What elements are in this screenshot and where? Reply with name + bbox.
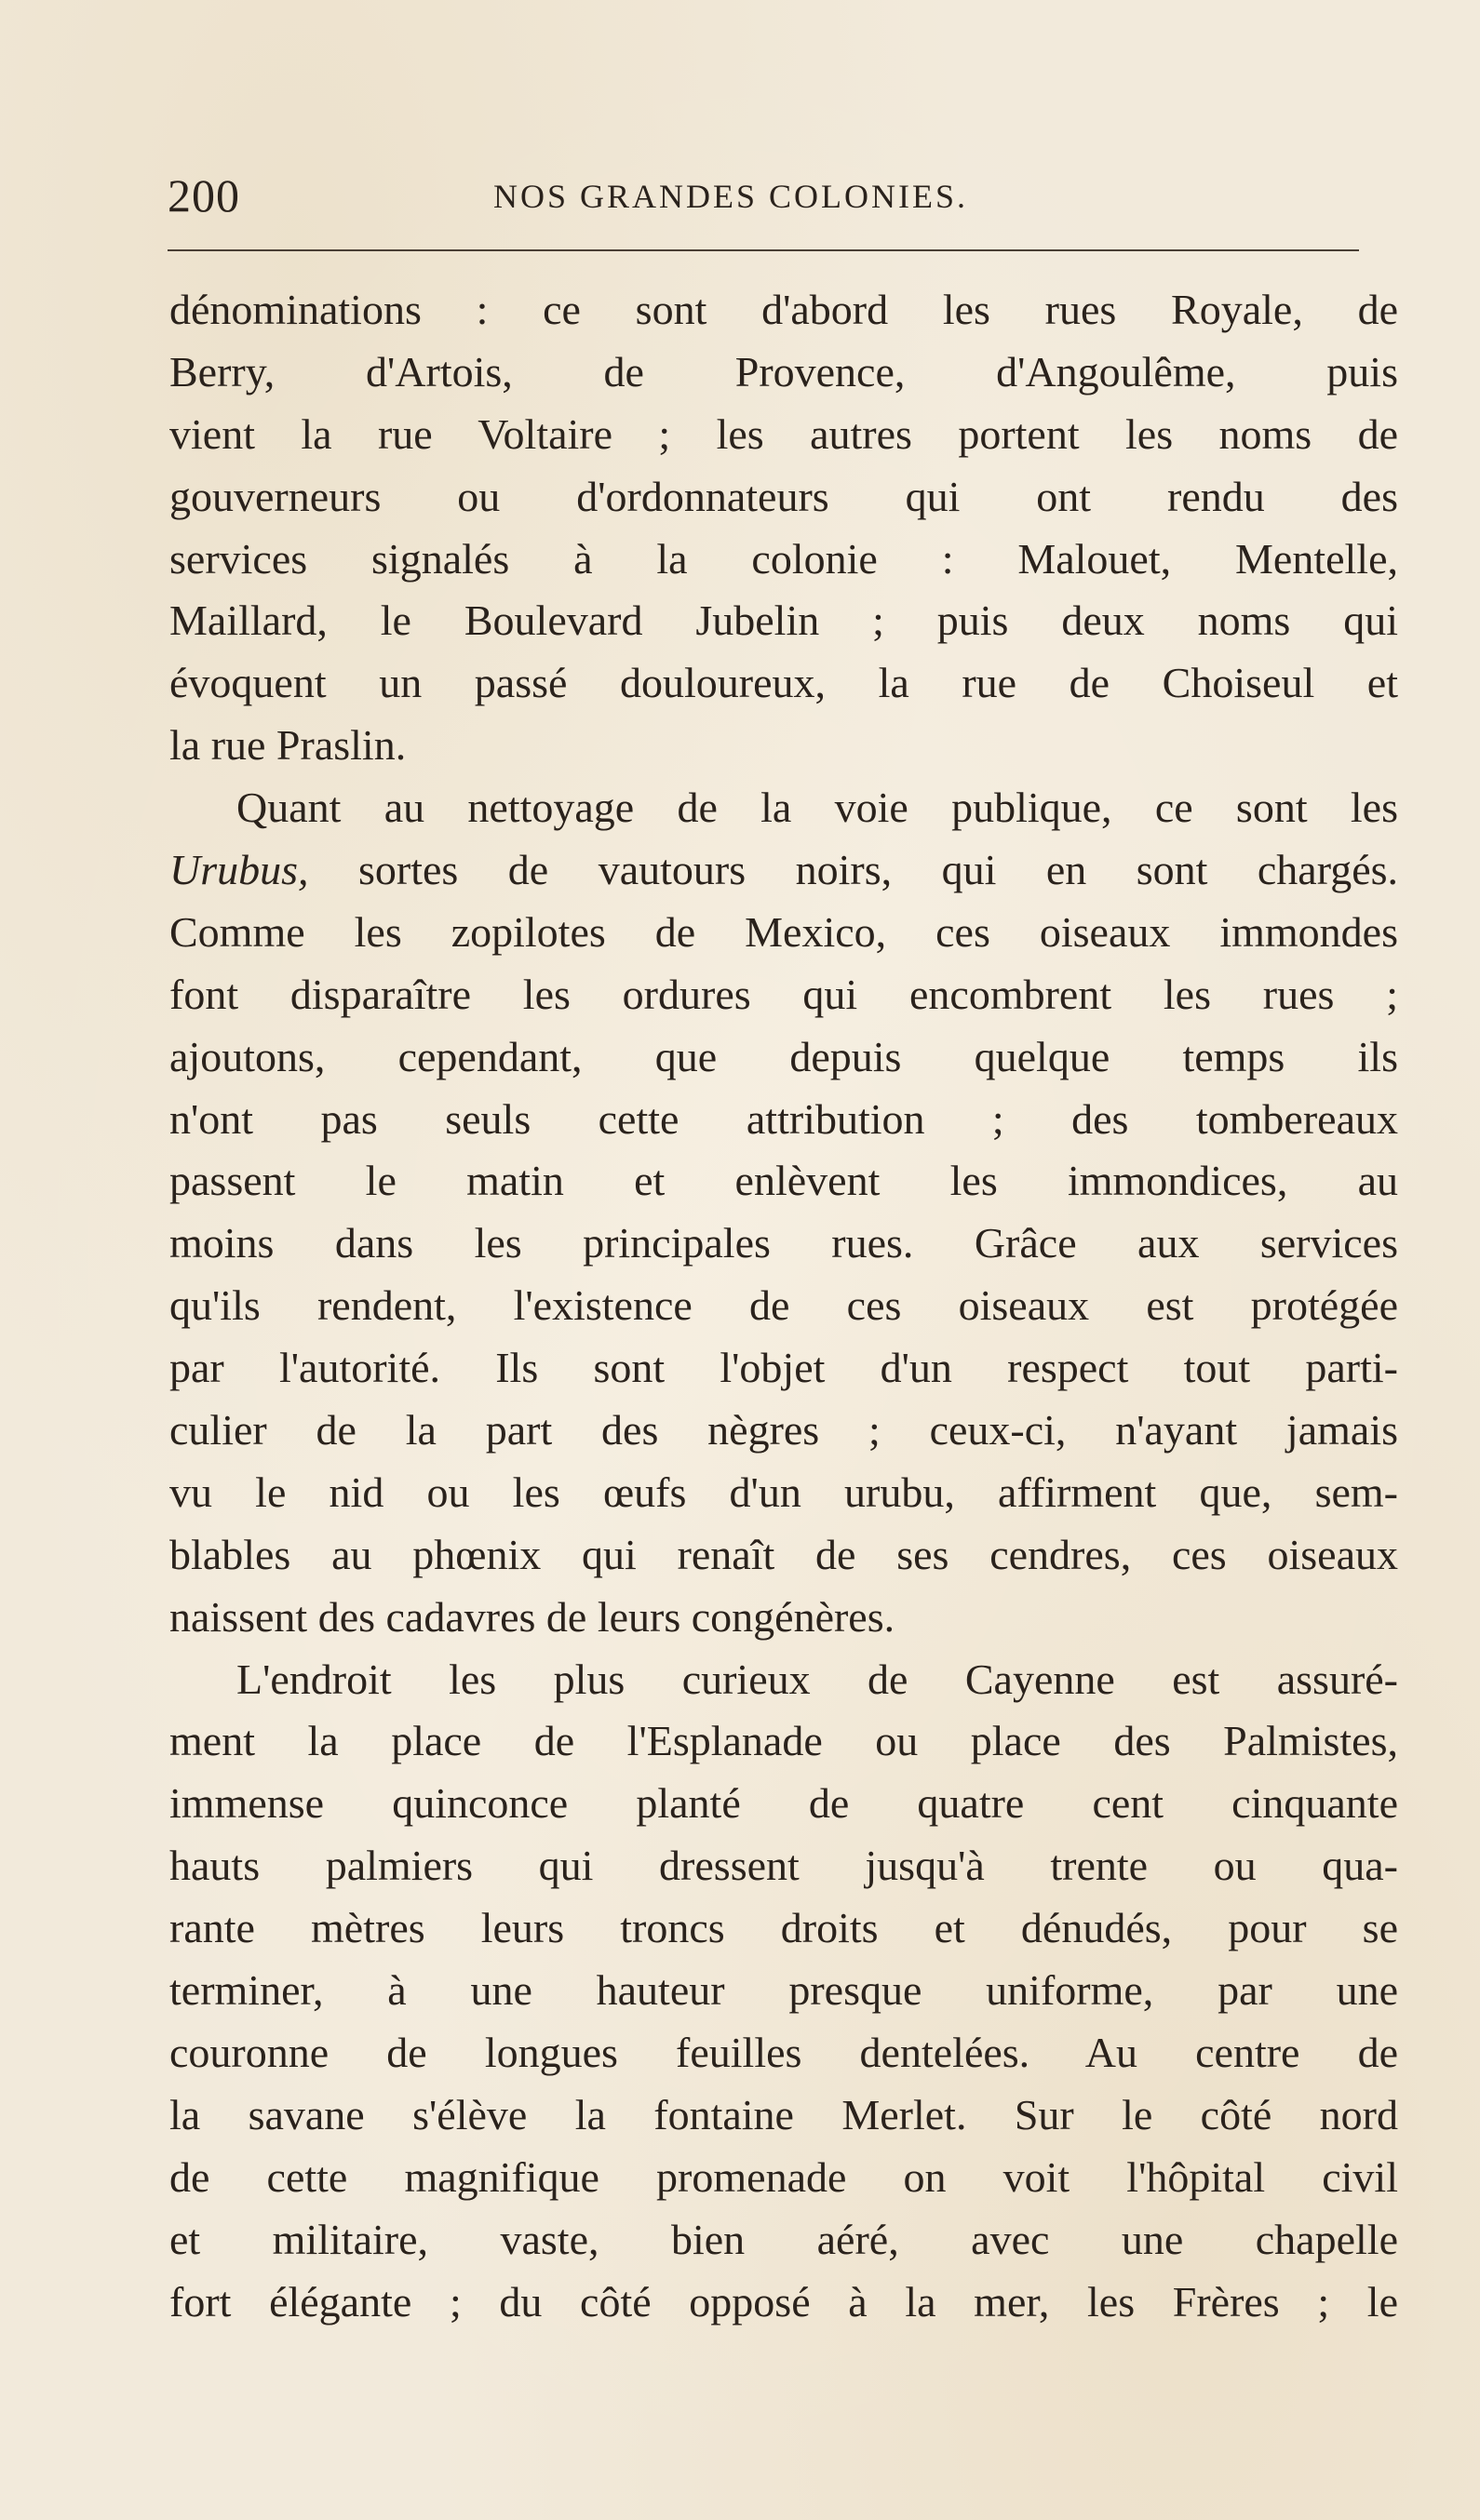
text-line: par l'autorité. Ils sont l'objet d'un respect tout parti- <box>169 1344 1398 1392</box>
text-line: Comme les zopilotes de Mexico, ces oiseaux immondes <box>169 907 1398 956</box>
text-line: ment la place de l'Esplanade ou place des Palmistes, <box>169 1717 1398 1765</box>
text-line: couronne de longues feuilles dentelées. Au centre de <box>169 2028 1398 2076</box>
text-line: ajoutons, cependant, que depuis quelque temps ils <box>169 1032 1398 1080</box>
text-line: qu'ils rendent, l'existence de ces oiseaux est protégée <box>169 1281 1398 1330</box>
page-number: 200 <box>168 169 240 221</box>
text-line: hauts palmiers qui dressent jusqu'à trente ou qua- <box>169 1842 1398 1890</box>
text-line: et militaire, vaste, bien aéré, avec une chapelle <box>169 2215 1398 2263</box>
text-line: naissent des cadavres de leurs congénères. <box>169 1592 895 1641</box>
text-line: font disparaître les ordures qui encombrent les rues ; <box>169 970 1398 1018</box>
text-line: n'ont pas seuls cette attribution ; des tombereaux <box>169 1094 1398 1143</box>
running-title: NOS GRANDES COLONIES. <box>493 178 969 215</box>
text-line: rante mètres leurs troncs droits et dénudés, pour se <box>169 1904 1398 1952</box>
header-rule <box>168 249 1359 251</box>
text-line: passent le matin et enlèvent les immondices, au <box>169 1157 1398 1205</box>
text-line: blables au phœnix qui renaît de ses cendres, ces oiseaux <box>169 1530 1398 1578</box>
text-line: dénominations : ce sont d'abord les rues Royale, de <box>169 286 1398 333</box>
text-line: culier de la part des nègres ; ceux-ci, n'ayant jamais <box>169 1406 1398 1454</box>
page-header <box>168 168 1396 223</box>
text-line-rest: sortes de vautours noirs, qui en sont chargés. <box>358 846 1399 894</box>
text-line: Maillard, le Boulevard Jubelin ; puis deux noms qui <box>169 596 1398 645</box>
text-line: Quant au nettoyage de la voie publique, ce sont les <box>236 784 1398 832</box>
text-line: fort élégante ; du côté opposé à la mer, les Frères ; le <box>169 2277 1398 2326</box>
text-line: moins dans les principales rues. Grâce aux services <box>169 1219 1398 1267</box>
text-line: la rue Praslin. <box>169 721 407 770</box>
text-line: immense quinconce planté de quatre cent cinquante <box>169 1779 1398 1828</box>
text-line: la savane s'élève la fontaine Merlet. Sur le côté nord <box>169 2090 1398 2138</box>
text-line: terminer, à une hauteur presque uniforme, par une <box>169 1966 1398 2015</box>
text-line: de cette magnifique promenade on voit l'hôpital civil <box>169 2152 1398 2201</box>
text-line: services signalés à la colonie : Malouet, Mentelle, <box>169 534 1398 583</box>
body-text <box>169 279 1398 2333</box>
text-line: gouverneurs ou d'ordonnateurs qui ont rendu des <box>169 472 1398 520</box>
text-line: L'endroit les plus curieux de Cayenne est assuré- <box>236 1655 1398 1703</box>
text-line: vient la rue Voltaire ; les autres portent les noms de <box>169 409 1398 458</box>
text-line <box>169 839 1398 902</box>
text-line: Berry, d'Artois, de Provence, d'Angoulême, puis <box>169 347 1398 395</box>
text-line: vu le nid ou les œufs d'un urubu, affirment que, sem- <box>169 1468 1398 1516</box>
text-line: évoquent un passé douloureux, la rue de Choiseul et <box>169 659 1398 707</box>
italic-term: Urubus, <box>169 846 309 894</box>
